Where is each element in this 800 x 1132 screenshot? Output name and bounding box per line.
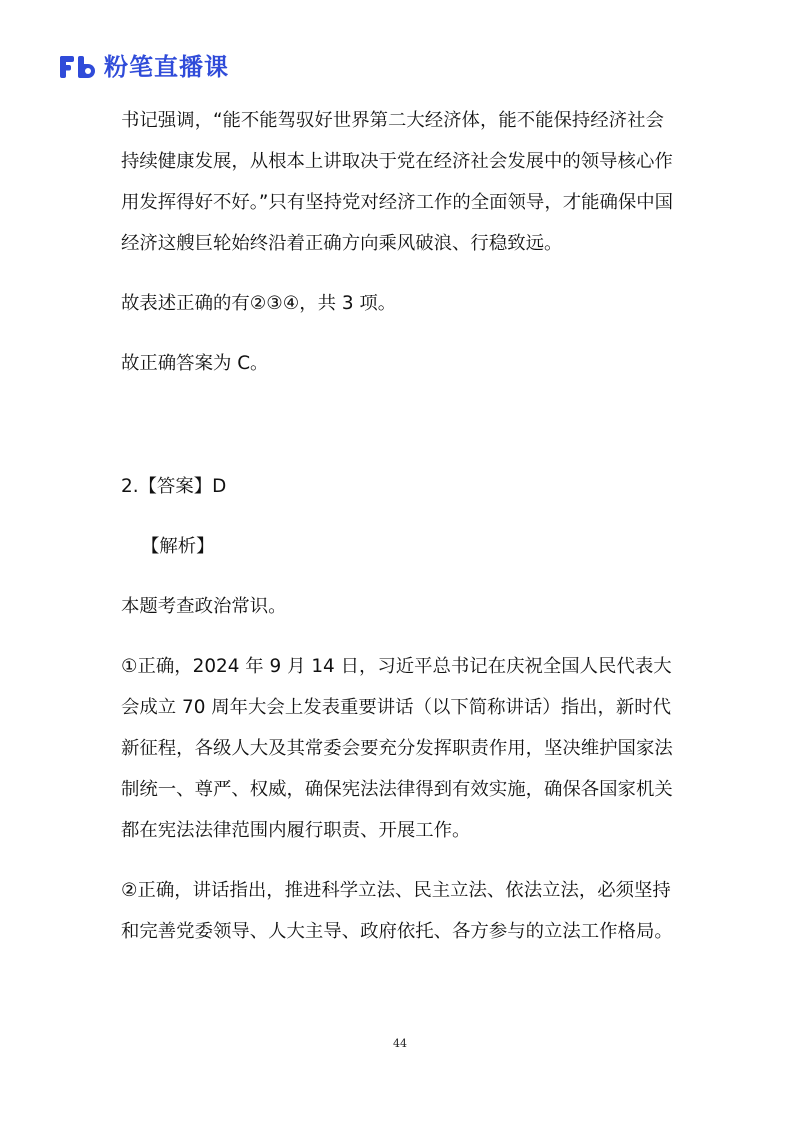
paragraph-summary: 故表述正确的有②③④，共 3 项。 (121, 293, 397, 314)
paragraph-point-2: ②正确，讲话指出，推进科学立法、民主立法、依法立法，必须坚持和完善党委领导、人大主导、政府依托、各方参与的立法工作格局。 (121, 880, 673, 942)
fb-logo-icon (58, 53, 98, 81)
paragraph-answer-conclusion: 故正确答案为 C。 (121, 353, 269, 374)
paragraph-point-1: ①正确，2024 年 9 月 14 日，习近平总书记在庆祝全国人民代表大会成立 70 周年大会上发表重要讲话（以下简称讲话）指出，新时代新征程，各级人大及其常委会要充分发挥职责作用，坚决维护国家法制统一、尊严、权威，确保宪法法律得到有效实施，确保各国家机关都在宪法法律范围内履行职责、开展工作。 (121, 656, 673, 841)
question-answer-heading: 2.【答案】D (121, 476, 227, 497)
page-header (58, 50, 229, 84)
page-number: 44 (393, 1037, 407, 1050)
paragraph-continuation: 书记强调，“能不能驾驭好世界第二大经济体，能不能保持经济社会持续健康发展，从根本上讲取决于党在经济社会发展中的领导核心作用发挥得好不好。”只有坚持党对经济工作的全面领导，才能确保中国经济这艘巨轮始终沿着正确方向乘风破浪、行稳致远。 (121, 110, 674, 254)
document-body (121, 100, 681, 952)
brand-name: 粉笔直播课 (104, 53, 229, 81)
analysis-heading: 【解析】 (141, 536, 215, 557)
paragraph-topic: 本题考查政治常识。 (121, 596, 287, 617)
